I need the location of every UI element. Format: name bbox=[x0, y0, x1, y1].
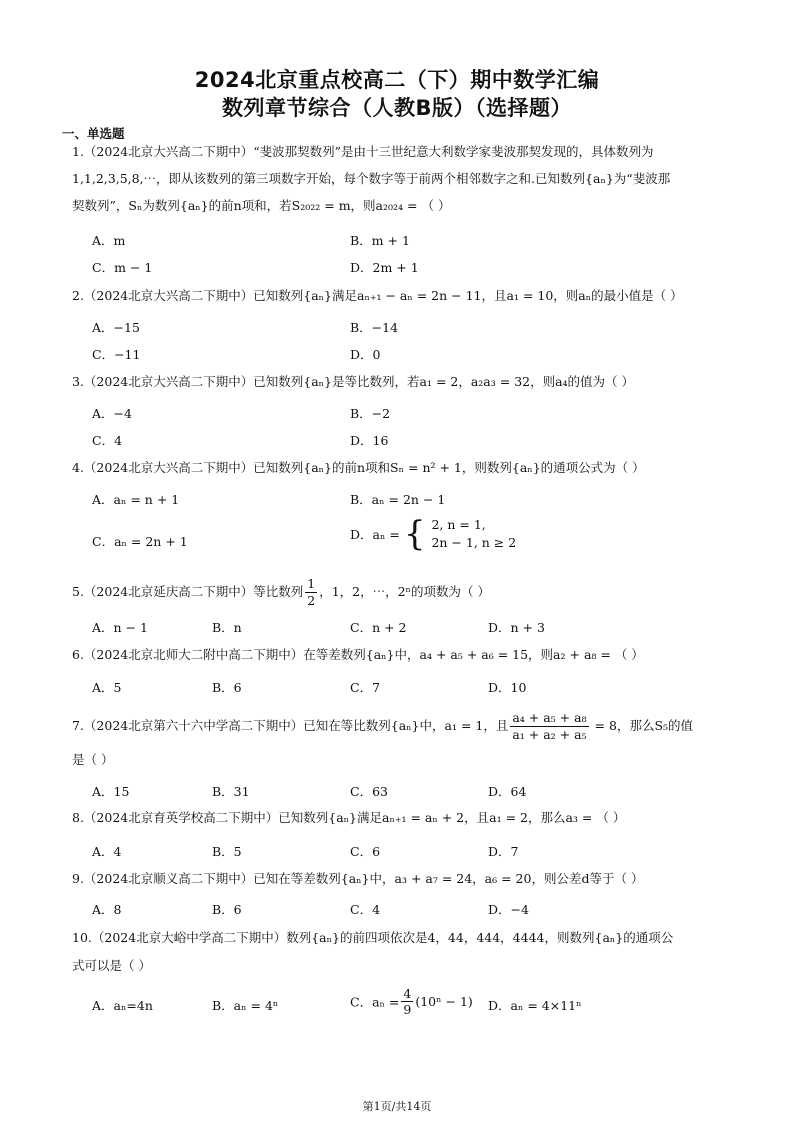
question-9-line-1: 9.（2024北京顺义高二下期中）已知在等差数列{aₙ}中，a₃ + a₇ = 24，a₆ = 20，则公差d等于（ ） bbox=[72, 871, 644, 886]
question-7-line-2: 是（ ） bbox=[72, 752, 114, 767]
question-1-line-3: 契数列”，Sₙ为数列{aₙ}的前n项和，若S₂₀₂₂ = m，则a₂₀₂₄ = （ ） bbox=[72, 198, 451, 213]
piecewise-case-2: 2n − 1, n ≥ 2 bbox=[431, 535, 517, 550]
question-7-option-b: B．31 bbox=[212, 784, 250, 799]
question-5-option-b: B．n bbox=[212, 620, 242, 635]
question-6-option-c: C．7 bbox=[350, 680, 381, 695]
fraction-sum-ratio bbox=[510, 710, 588, 743]
piecewise-case-1: 2, n = 1, bbox=[431, 517, 486, 532]
question-2-line-1: 2.（2024北京大兴高二下期中）已知数列{aₙ}满足aₙ₊₁ − aₙ = 2n − 11，且a₁ = 10，则aₙ的最小值是（ ） bbox=[72, 288, 683, 303]
fraction-denominator: a₁ + a₂ + a₅ bbox=[512, 727, 587, 742]
question-1-line-1: 1.（2024北京大兴高二下期中）“斐波那契数列”是由十三世纪意大利数学家斐波那契发现的，具体数列为 bbox=[72, 144, 654, 159]
fraction-numerator: a₄ + a₅ + a₈ bbox=[512, 710, 587, 725]
question-10-option-c bbox=[350, 986, 473, 1017]
question-8-option-a: A．4 bbox=[92, 844, 122, 859]
question-5-text-start: 5.（2024北京延庆高二下期中）等比数列 bbox=[72, 584, 304, 599]
question-4-option-b: B．aₙ = 2n − 1 bbox=[350, 492, 446, 507]
question-5-line-1 bbox=[72, 576, 732, 609]
fraction-four-ninths bbox=[401, 986, 413, 1017]
question-10-option-b: B．aₙ = 4ⁿ bbox=[212, 998, 279, 1013]
question-1-option-b: B．m + 1 bbox=[350, 233, 410, 248]
question-7-option-d: D．64 bbox=[488, 784, 527, 799]
question-7-line-1 bbox=[72, 710, 732, 743]
question-7-option-a: A．15 bbox=[92, 784, 130, 799]
question-3-option-c: C．4 bbox=[92, 433, 123, 448]
piecewise-brace: { bbox=[403, 514, 426, 554]
question-10-option-a: A．aₙ=4n bbox=[92, 998, 153, 1013]
question-1-option-c: C．m − 1 bbox=[92, 260, 153, 275]
question-10-option-d: D．aₙ = 4×11ⁿ bbox=[488, 998, 582, 1013]
question-4-option-c: C．aₙ = 2n + 1 bbox=[92, 534, 188, 549]
question-4-line-1: 4.（2024北京大兴高二下期中）已知数列{aₙ}的前n项和Sₙ = n² + 1，则数列{aₙ}的通项公式为（ ） bbox=[72, 460, 645, 475]
question-7-option-c: C．63 bbox=[350, 784, 388, 799]
question-5-option-c: C．n + 2 bbox=[350, 620, 407, 635]
question-8-option-c: C．6 bbox=[350, 844, 381, 859]
question-2-option-a: A．−15 bbox=[92, 320, 140, 335]
question-9-option-a: A．8 bbox=[92, 902, 122, 917]
question-3-option-a: A．−4 bbox=[92, 406, 132, 421]
page-title: 2024北京重点校高二（下）期中数学汇编 bbox=[194, 68, 600, 92]
question-4-option-d bbox=[350, 516, 516, 552]
question-3-option-b: B．−2 bbox=[350, 406, 391, 421]
piecewise-cases bbox=[431, 516, 516, 552]
question-10-option-c-tail: (10ⁿ − 1) bbox=[415, 994, 473, 1009]
question-6-option-d: D．10 bbox=[488, 680, 527, 695]
question-1-option-a: A．m bbox=[92, 233, 126, 248]
question-10-line-1: 10.（2024北京大峪中学高二下期中）数列{aₙ}的前四项依次是4，44，444，4444，则数列{aₙ}的通项公 bbox=[72, 930, 674, 945]
question-9-option-d: D．−4 bbox=[488, 902, 529, 917]
page-subtitle: 数列章节综合（人教B版）（选择题） bbox=[221, 96, 572, 120]
question-1-line-2: 1,1,2,3,5,8,⋯，即从该数列的第三项数字开始，每个数字等于前两个相邻数字之和.已知数列{aₙ}为“斐波那 bbox=[72, 171, 671, 186]
question-9-option-b: B．6 bbox=[212, 902, 242, 917]
fraction-denominator: 2 bbox=[307, 593, 316, 608]
question-5-option-a: A．n − 1 bbox=[92, 620, 148, 635]
question-1-option-d: D．2m + 1 bbox=[350, 260, 419, 275]
question-8-line-1: 8.（2024北京育英学校高二下期中）已知数列{aₙ}满足aₙ₊₁ = aₙ + 2，且a₁ = 2，那么a₃ = （ ） bbox=[72, 810, 626, 825]
page-footer: 第1页/共14页 bbox=[362, 1100, 432, 1113]
question-6-line-1: 6.（2024北京北师大二附中高二下期中）在等差数列{aₙ}中，a₄ + a₅ + a₆ = 15，则a₂ + a₈ = （ ） bbox=[72, 647, 644, 662]
question-3-option-d: D．16 bbox=[350, 433, 389, 448]
fraction-numerator: 4 bbox=[403, 986, 412, 1001]
question-4-option-d-label: D．aₙ = bbox=[350, 527, 400, 542]
question-4-option-a: A．aₙ = n + 1 bbox=[92, 492, 180, 507]
fraction-denominator: 9 bbox=[403, 1002, 412, 1017]
fraction-numerator: 1 bbox=[307, 576, 316, 591]
fraction-one-half bbox=[305, 576, 317, 609]
question-10-line-2: 式可以是（ ） bbox=[72, 958, 151, 973]
question-2-option-b: B．−14 bbox=[350, 320, 399, 335]
section-heading: 一、单选题 bbox=[62, 126, 125, 141]
question-6-option-b: B．6 bbox=[212, 680, 242, 695]
question-2-option-d: D．0 bbox=[350, 347, 381, 362]
question-7-text-end: = 8，那么S₅的值 bbox=[590, 718, 694, 733]
question-8-option-b: B．5 bbox=[212, 844, 242, 859]
question-7-text-start: 7.（2024北京第六十六中学高二下期中）已知在等比数列{aₙ}中，a₁ = 1，且 bbox=[72, 718, 509, 733]
question-3-line-1: 3.（2024北京大兴高二下期中）已知数列{aₙ}是等比数列，若a₁ = 2，a₂a₃ = 32，则a₄的值为（ ） bbox=[72, 374, 635, 389]
question-5-text-end: ，1，2，⋯，2ⁿ的项数为（ ） bbox=[319, 584, 490, 599]
question-5-option-d: D．n + 3 bbox=[488, 620, 545, 635]
question-8-option-d: D．7 bbox=[488, 844, 519, 859]
question-9-option-c: C．4 bbox=[350, 902, 381, 917]
question-2-option-c: C．−11 bbox=[92, 347, 141, 362]
question-6-option-a: A．5 bbox=[92, 680, 122, 695]
question-10-option-c-label: C．aₙ = bbox=[350, 994, 400, 1010]
